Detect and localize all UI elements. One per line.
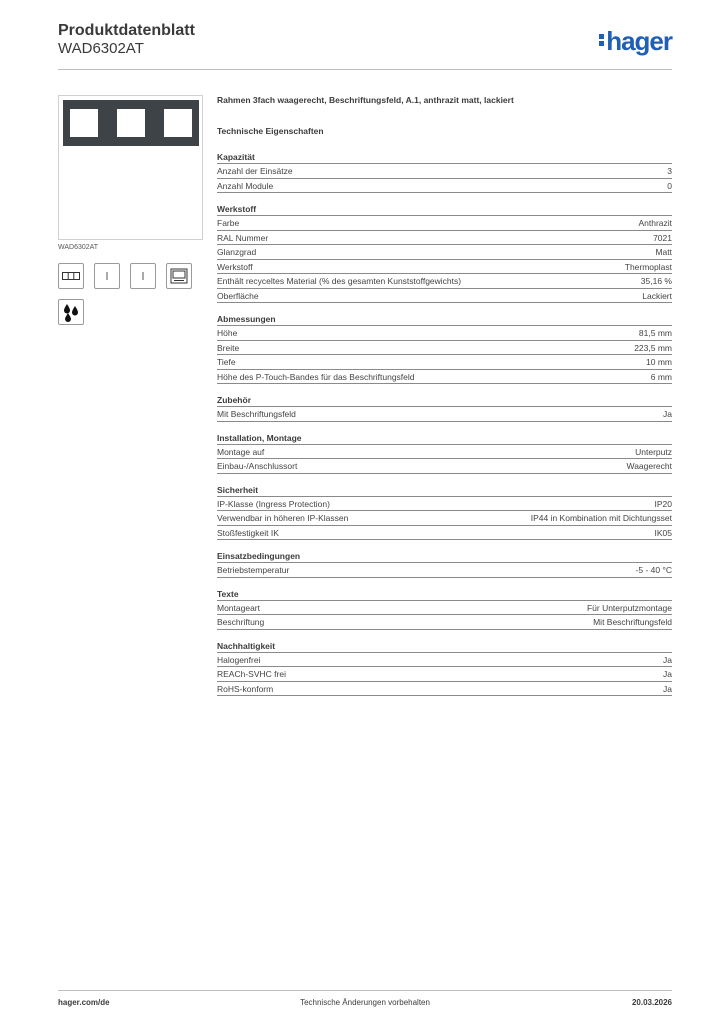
property-row: [217, 653, 672, 668]
footer-divider: [58, 990, 672, 991]
property-row: [217, 667, 672, 682]
properties-heading: Technische Eigenschaften: [217, 126, 324, 136]
property-row: [217, 179, 672, 194]
property-value: -5 - 40 °C: [635, 565, 672, 575]
hager-logo: [599, 26, 672, 56]
property-label: REACh-SVHC frei: [217, 669, 286, 679]
frame-window: [164, 109, 192, 137]
property-value: IP20: [654, 498, 672, 509]
property-label: Verwendbar in höheren IP-Klassen: [217, 513, 349, 523]
property-section: [217, 640, 672, 697]
property-section: [217, 588, 672, 630]
property-value: Ja: [663, 669, 672, 679]
property-row: [217, 445, 672, 460]
property-row: [217, 615, 672, 630]
property-row: [217, 164, 672, 179]
property-row: [217, 459, 672, 474]
product-code: WAD6302AT: [58, 40, 144, 57]
property-label: Anzahl Module: [217, 180, 274, 191]
property-value: Waagerecht: [626, 461, 672, 471]
property-row: [217, 289, 672, 304]
property-label: Oberfläche: [217, 290, 259, 301]
property-row: [217, 355, 672, 370]
property-row: [217, 407, 672, 422]
property-row: [217, 682, 672, 697]
property-value: 81,5 mm: [638, 328, 672, 338]
property-label: Mit Beschriftungsfeld: [217, 409, 296, 419]
single-line-icon: [94, 263, 120, 289]
label-field-icon: [166, 263, 192, 289]
property-value: 3: [667, 166, 672, 176]
property-value: 10 mm: [646, 357, 672, 367]
property-label: Einbau-/Anschlussort: [217, 461, 298, 471]
property-label: Höhe des P-Touch-Bandes für das Beschriftungsfeld: [217, 371, 415, 382]
datasheet-content: [217, 95, 672, 706]
property-row: [217, 231, 672, 246]
product-description: Rahmen 3fach waagerecht, Beschriftungsfeld, A.1, anthrazit matt, lackiert: [217, 95, 514, 105]
product-sidebar: [58, 95, 203, 325]
property-section: [217, 484, 672, 541]
property-label: Beschriftung: [217, 617, 265, 627]
property-label: Breite: [217, 342, 240, 353]
property-section: [217, 203, 672, 303]
property-label: RAL Nummer: [217, 232, 269, 243]
property-label: Tiefe: [217, 357, 236, 367]
property-value: 223,5 mm: [634, 342, 672, 353]
property-section: [217, 151, 672, 193]
frame-illustration: [63, 100, 199, 146]
property-value: Ja: [663, 409, 672, 419]
section-title: Abmessungen: [217, 313, 672, 326]
property-label: Anzahl der Einsätze: [217, 166, 293, 176]
property-row: [217, 326, 672, 341]
property-value: Thermoplast: [624, 261, 672, 272]
section-title: Kapazität: [217, 151, 672, 164]
property-value: 6 mm: [650, 371, 672, 382]
property-row: [217, 370, 672, 385]
frame-window: [117, 109, 145, 137]
property-value: Anthrazit: [638, 218, 672, 228]
property-row: [217, 511, 672, 526]
property-label: RoHS-konform: [217, 683, 274, 694]
property-label: Montage auf: [217, 446, 265, 457]
section-title: Zubehör: [217, 394, 672, 407]
section-title: Sicherheit: [217, 484, 672, 497]
frame-window: [70, 109, 98, 137]
property-value: 35,16 %: [640, 276, 672, 286]
section-title: Texte: [217, 588, 672, 601]
property-row: [217, 260, 672, 275]
property-value: Mit Beschriftungsfeld: [593, 617, 672, 627]
property-section: [217, 550, 672, 578]
section-title: Installation, Montage: [217, 432, 672, 445]
feature-icons: [58, 263, 203, 289]
product-image: [58, 95, 203, 240]
property-row: [217, 526, 672, 541]
property-value: IK05: [654, 527, 672, 538]
property-value: IP44 in Kombination mit Dichtungsset: [530, 513, 672, 523]
document-title: Produktdatenblatt: [58, 22, 195, 39]
header-divider: [58, 69, 672, 70]
property-sections: [217, 151, 672, 696]
property-label: Höhe: [217, 328, 238, 338]
property-row: [217, 216, 672, 231]
property-row: [217, 341, 672, 356]
property-value: 7021: [653, 232, 672, 243]
footer-disclaimer: Technische Änderungen vorbehalten: [300, 998, 430, 1007]
property-label: Montageart: [217, 602, 260, 613]
property-label: Werkstoff: [217, 261, 253, 272]
image-caption: WAD6302AT: [58, 244, 99, 251]
property-row: [217, 245, 672, 260]
property-label: Stoßfestigkeit IK: [217, 527, 279, 538]
property-label: Farbe: [217, 218, 240, 228]
section-title: Einsatzbedingungen: [217, 550, 672, 563]
property-value: Unterputz: [635, 446, 672, 457]
property-value: Lackiert: [642, 290, 672, 301]
property-value: 0: [667, 180, 672, 191]
property-label: Enthält recyceltes Material (% des gesamten Kunststoffgewichts): [217, 276, 462, 286]
property-value: Ja: [663, 654, 672, 665]
property-section: [217, 313, 672, 384]
single-line-icon: [130, 263, 156, 289]
section-title: Nachhaltigkeit: [217, 640, 672, 653]
property-value: Für Unterputzmontage: [586, 602, 672, 613]
logo-dots-icon: [599, 32, 604, 48]
water-drops-icon: [58, 299, 84, 325]
property-section: [217, 394, 672, 422]
triple-frame-icon: [58, 263, 84, 289]
section-title: Werkstoff: [217, 203, 672, 216]
property-row: [217, 563, 672, 578]
property-label: Glanzgrad: [217, 247, 257, 257]
property-label: Halogenfrei: [217, 654, 261, 665]
footer-website[interactable]: hager.com/de: [58, 998, 110, 1007]
logo-text: hager: [606, 26, 672, 56]
property-section: [217, 432, 672, 474]
document-header: [58, 22, 195, 58]
property-value: Matt: [655, 247, 672, 257]
footer-date: 20.03.2026: [631, 998, 672, 1007]
property-label: IP-Klasse (Ingress Protection): [217, 498, 330, 509]
property-row: [217, 601, 672, 616]
property-label: Betriebstemperatur: [217, 565, 290, 575]
property-row: [217, 274, 672, 289]
property-row: [217, 497, 672, 512]
property-value: Ja: [663, 683, 672, 694]
